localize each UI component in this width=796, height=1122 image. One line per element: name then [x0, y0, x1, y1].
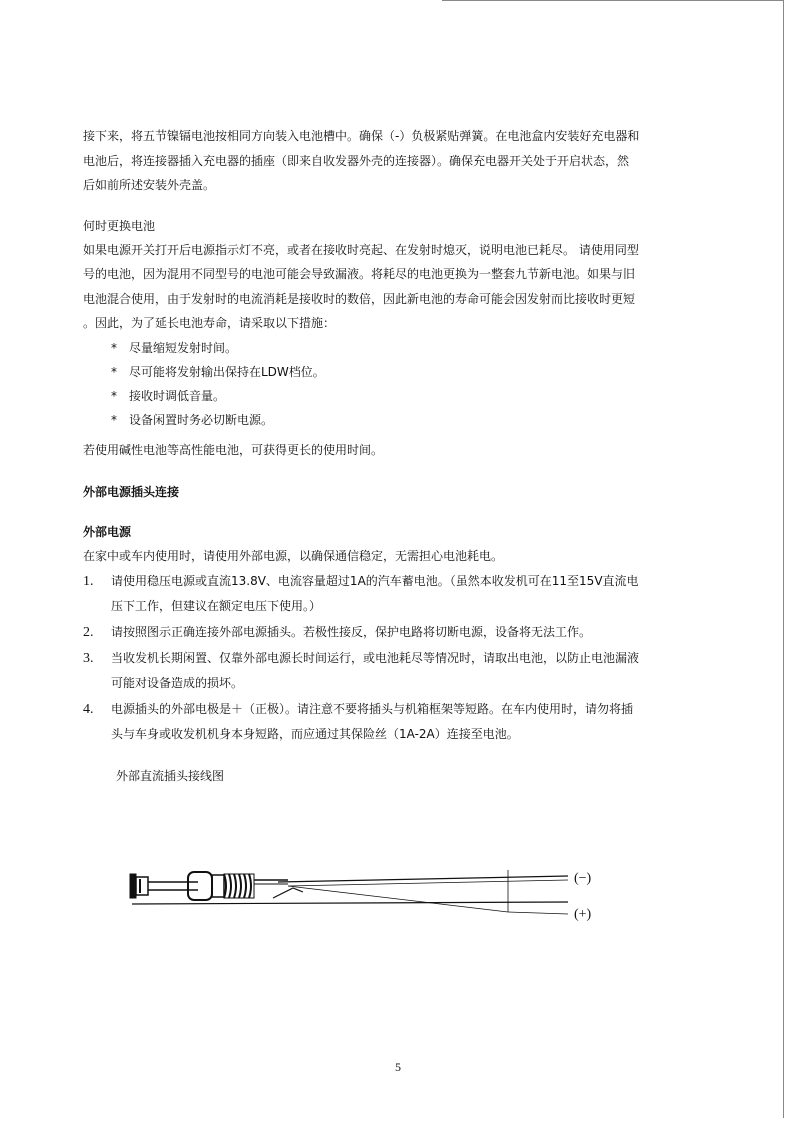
- dc-plug-icon: [130, 872, 303, 900]
- figure-caption: 外部直流插头接线图: [116, 768, 225, 783]
- replace-line: 电池混合使用，由于发射时的电流消耗是接收时的数倍，因此新电池的寿命可能会因发射而比接收时更短: [83, 291, 636, 306]
- list-item: 2. 请按照图示正确连接外部电源插头。若极性接反，保护电路将切断电源，设备将无法工作。: [83, 620, 663, 645]
- negative-label: (−): [574, 871, 592, 886]
- intro-line: 接下来，将五节镍镉电池按相同方向装入电池槽中。确保（-）负极紧贴弹簧。在电池盒内安装好充电器和: [83, 129, 640, 143]
- item-number: 1.: [83, 573, 94, 589]
- list-item: 3. 当收发机长期闲置、仅靠外部电源长时间运行，或电池耗尽等情况时，请取出电池，以防止电池漏液 可能对设备造成的损坏。: [83, 646, 663, 696]
- replace-battery-heading: 何时更换电池: [83, 218, 156, 233]
- bullet-mark: *: [111, 388, 117, 403]
- top-border-line: [442, 0, 784, 1]
- bullet-mark: *: [111, 340, 117, 355]
- external-power-heading: 外部电源: [83, 525, 132, 539]
- right-border-line: [783, 0, 784, 1118]
- plug-connection-heading: 外部电源插头连接: [83, 485, 180, 499]
- page-number: 5: [395, 1060, 401, 1074]
- bullet-mark: *: [111, 364, 117, 379]
- alkaline-note: 若使用碱性电池等高性能电池，可获得更长的使用时间。: [83, 442, 384, 457]
- item-number: 3.: [83, 650, 94, 666]
- positive-wire: [132, 870, 568, 914]
- replace-line: 。因此，为了延长电池寿命，请采取以下措施：: [83, 316, 336, 330]
- intro-line: 电池后，将连接器插入充电器的插座（即来自收发器外壳的连接器）。确保充电器开关处于开启状态，然: [83, 153, 630, 168]
- battery-tips-list: [83, 336, 663, 432]
- dc-plug-wiring-diagram: [128, 862, 608, 932]
- intro-line: 后如前所述安装外壳盖。: [83, 178, 216, 192]
- external-power-steps: [83, 569, 663, 747]
- replace-battery-paragraph: [83, 238, 663, 336]
- positive-label: (+): [574, 907, 592, 922]
- intro-paragraph: [83, 124, 663, 198]
- list-item: 4. 电源插头的外部电极是＋（正极）。请注意不要将插头与机箱框架等短路。在车内使用时，请勿将插 头与车身或收发机机身本身短路，而应通过其保险丝（1A-2A）连接至电池。: [83, 697, 663, 747]
- replace-line: 号的电池，因为混用不同型号的电池可能会导致漏液。将耗尽的电池更换为一整套九节新电池。如果与旧: [83, 267, 636, 281]
- external-power-intro: 在家中或车内使用时，请使用外部电源，以确保通信稳定，无需担心电池耗电。: [83, 549, 504, 563]
- list-item: 1. 请使用稳压电源或直流13.8V、电流容量超过1A的汽车蓄电池。（虽然本收发机可在11至15V直流电 压下工作，但建议在额定电压下使用。）: [83, 569, 663, 619]
- list-item: * 设备闲置时务必切断电源。: [83, 408, 663, 432]
- page-content: [83, 124, 663, 786]
- negative-wire: [278, 876, 568, 886]
- item-number: 4.: [83, 701, 94, 717]
- list-item: * 接收时调低音量。: [83, 384, 663, 408]
- replace-line: 如果电源开关打开后电源指示灯不亮，或者在接收时亮起、在发射时熄灭，说明电池已耗尽。 请使用同型: [83, 242, 639, 257]
- list-item: * 尽量缩短发射时间。: [83, 336, 663, 360]
- bullet-mark: *: [111, 412, 117, 427]
- list-item: * 尽可能将发射输出保持在LDW档位。: [83, 360, 663, 384]
- item-number: 2.: [83, 624, 94, 640]
